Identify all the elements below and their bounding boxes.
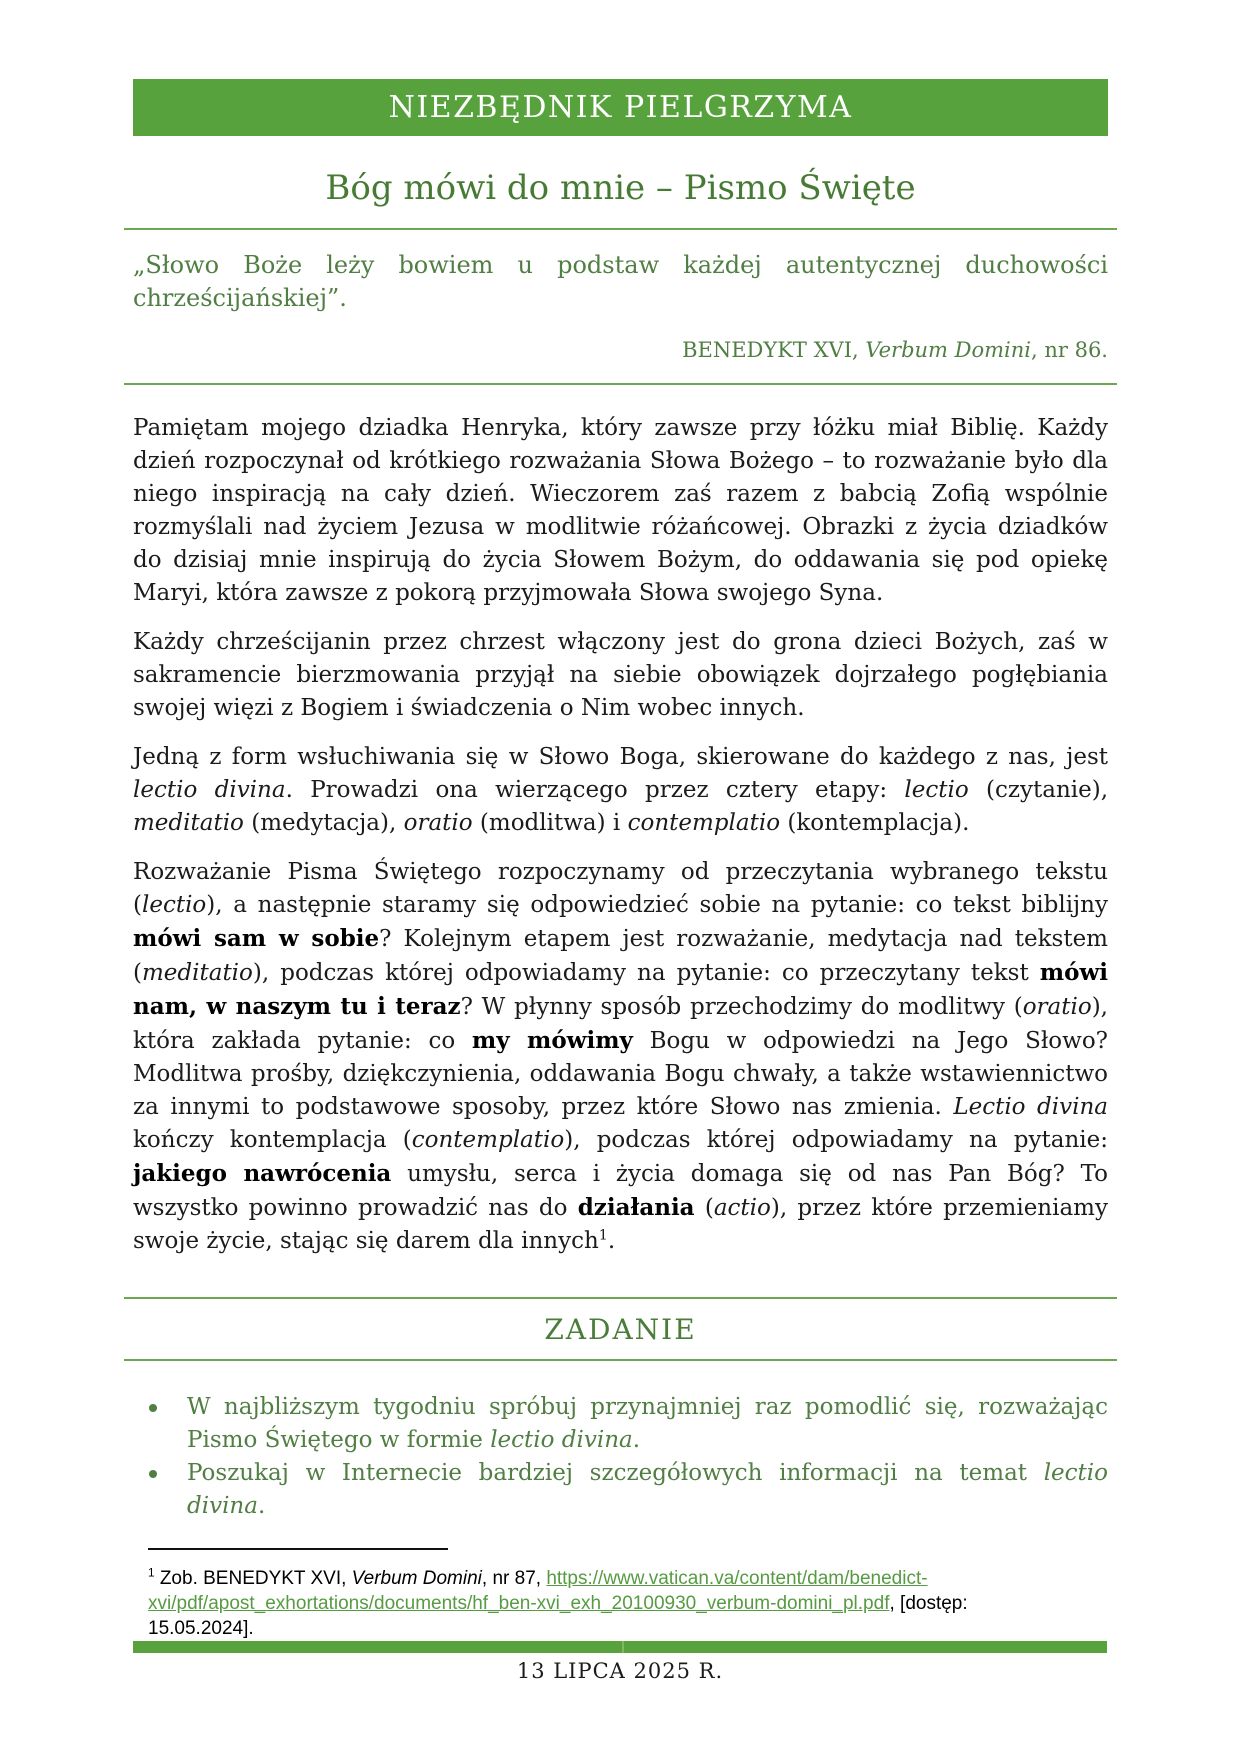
bullet-icon xyxy=(149,1404,157,1412)
paragraph-2: Każdy chrześcijanin przez chrzest włączony jest do grona dzieci Bożych, zaś w sakramencie bierzmowania przyjął na siebie obowiązek dojrzałego pogłębiania swojej więzi z Bogiem i świadczenia o Nim wobec innych. xyxy=(133,629,1108,721)
footnote-link[interactable]: https://www.vatican.va/content/dam/benedict- xyxy=(546,1568,928,1589)
quote-attribution: BENEDYKT XVI, Verbum Domini, nr 86. xyxy=(682,338,1108,362)
header-banner xyxy=(133,79,1108,136)
footnote-text: $^1$ Zob. BENEDYKT XVI, Verbum Domini, nr 87, https://www.vatican.va/content/dam/benedict- xvi/pdf/apost_exhortations/documents/hf_ben-xvi_exh_20100930_verbum-domini_pl.pdf, [dostęp: 15.05.2024]. xyxy=(148,1566,968,1639)
header-banner-title: NIEZBĘDNIK PIELGRZYMA xyxy=(388,90,853,125)
divider-task-bottom xyxy=(124,1359,1117,1361)
paragraph-1: Pamiętam mojego dziadka Henryka, który zawsze przy łóżku miał Biblię. Każdy dzień rozpoczynał od krótkiego rozważania Słowa Bożego – to rozważanie było dla niego inspiracją na cały dzień. Wieczorem zaś razem z babcią Zofią wspólnie rozmyślali nad życiem Jezusa w modlitwie różańcowej. Obrazki z życia dziadków do dzisiaj mnie inspirują do życia Słowem Bożym, do oddawania się pod opiekę Maryi, która zawsze z pokorą przyjmowała Słowa swojego Syna. xyxy=(133,415,1108,606)
footer-bar-divider xyxy=(622,1641,624,1653)
footer-date: 13 LIPCA 2025 R. xyxy=(516,1659,724,1683)
footnote-separator xyxy=(148,1548,448,1550)
footer-bar xyxy=(133,1641,1107,1653)
divider-top xyxy=(124,228,1117,230)
footnote-link[interactable]: xvi/pdf/apost_exhortations/documents/hf_ben-xvi_exh_20100930_verbum-domini_pl.pdf xyxy=(148,1593,890,1614)
paragraph-4: Rozważanie Pisma Świętego rozpoczynamy od przeczytania wybranego tekstu (lectio), a następnie staramy się odpowiedzieć sobie na pytanie: co tekst biblijny mówi sam w sobie? Kolejnym etapem jest rozważanie, medytacja nad tekstem (meditatio), podczas której odpowiadamy na pytanie: co przeczytany tekst mówi nam, w naszym tu i teraz? W płynny sposób przechodzimy do modlitwy (oratio), która zakłada pytanie: co my mówimy Bogu w odpowiedzi na Jego Słowo? Modlitwa prośby, dziękczynienia, oddawania Bogu chwały, a także wstawiennictwo za innymi to podstawowe sposoby, przez które Słowo nas zmienia. Lectio divina kończy kontemplacja (contemplatio), podczas której odpowiadamy na pytanie: jakiego nawrócenia umysłu, serca i życia domaga się od nas Pan Bóg? To wszystko powinno prowadzić nas do działania (actio), przez które przemieniamy swoje życie, stając się darem dla innych$^1$. xyxy=(133,859,1109,1254)
task-item-1-text: W najbliższym tygodniu spróbuj przynajmniej raz pomodlić się, rozważając Pismo Świętego w formie lectio divina. xyxy=(187,1394,1108,1453)
page-footer xyxy=(133,1641,1107,1684)
body-text xyxy=(133,412,1108,1258)
bullet-icon xyxy=(149,1470,157,1478)
task-item-2-text: Poszukaj w Internecie bardziej szczegółowych informacji na temat lectio divina. xyxy=(187,1460,1108,1519)
page-title: Bóg mówi do mnie – Pismo Święte xyxy=(325,168,916,208)
task-item-2 xyxy=(133,1457,1108,1523)
task-list xyxy=(133,1391,1108,1523)
quote-text: „Słowo Boże leży bowiem u podstaw każdej autentycznej duchowości chrześcijańskiej”. xyxy=(133,251,1108,312)
paragraph-3: Jedną z form wsłuchiwania się w Słowo Boga, skierowane do każdego z nas, jest lectio divina. Prowadzi ona wierzącego przez cztery etapy: lectio (czytanie), meditatio (medytacja), oratio (modlitwa) i contemplatio (kontemplacja). xyxy=(133,744,1109,836)
divider-quote-bottom xyxy=(124,383,1117,385)
task-heading: ZADANIE xyxy=(544,1313,697,1346)
task-item-1 xyxy=(133,1391,1108,1457)
divider-task-top xyxy=(124,1297,1117,1299)
